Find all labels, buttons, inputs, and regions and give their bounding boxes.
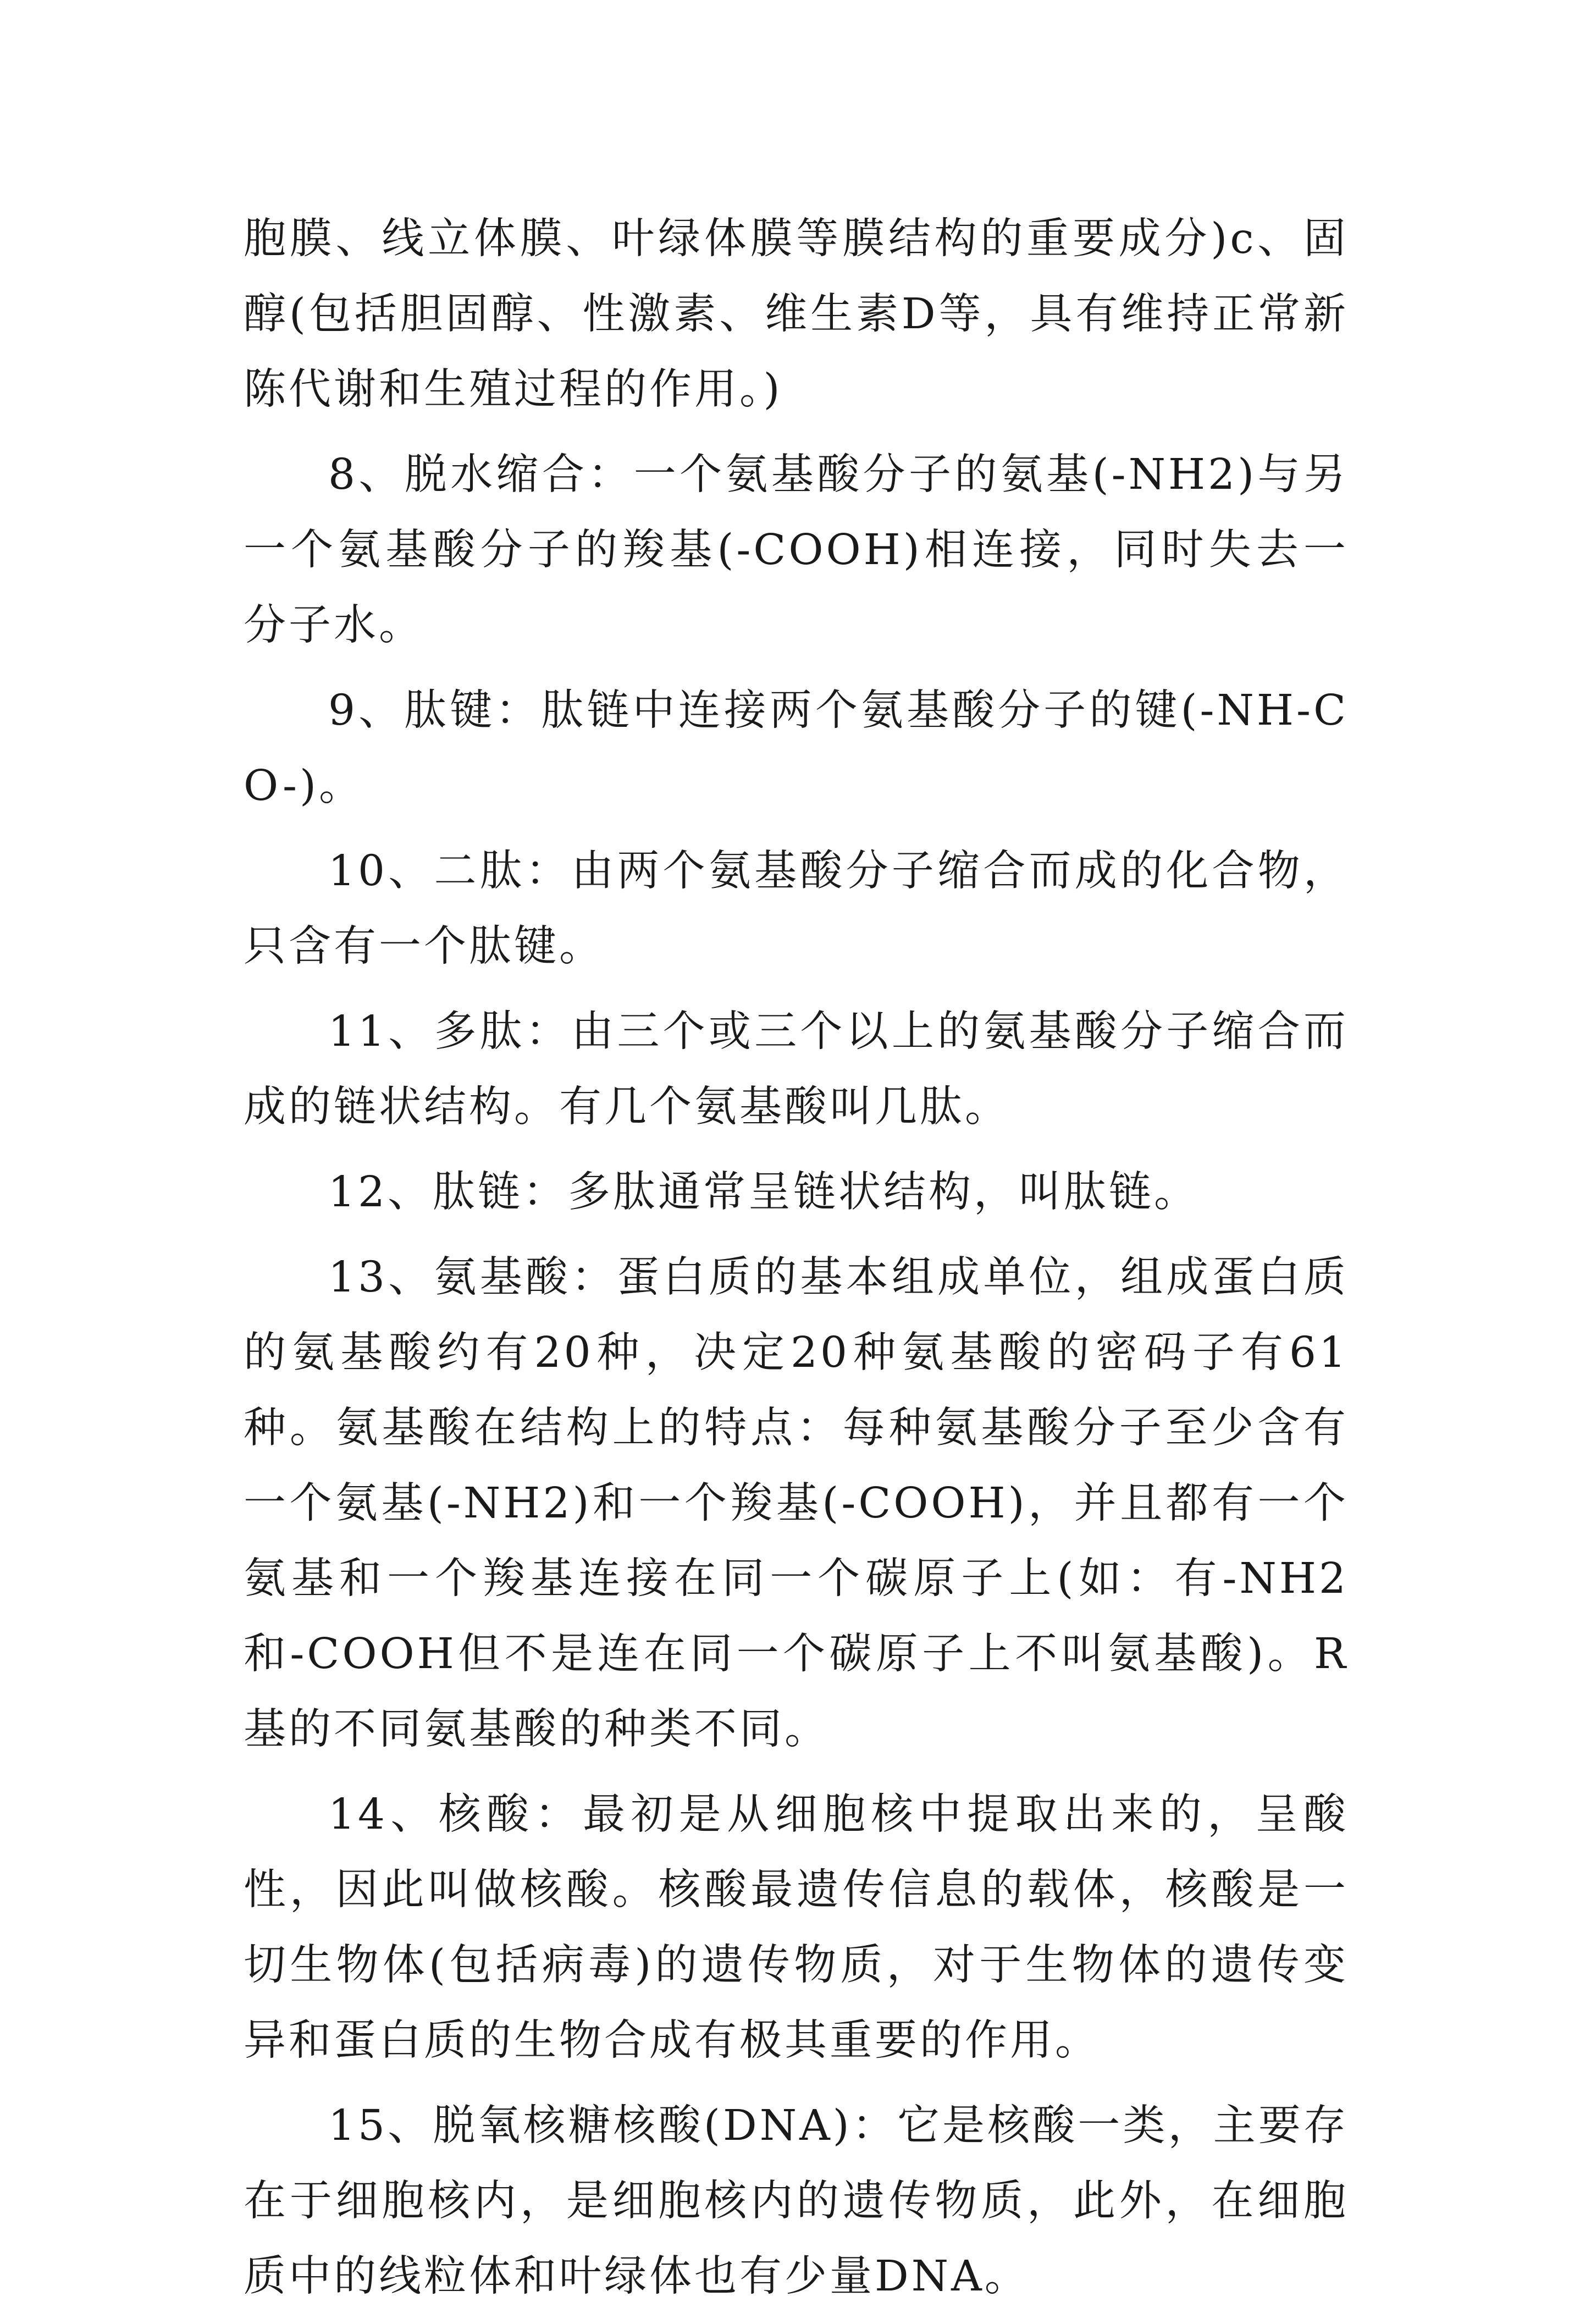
document-body bbox=[244, 201, 1349, 2324]
paragraph-dna: 15、脱氧核糖核酸(DNA)：它是核酸一类，主要存在于细胞核内，是细胞核内的遗传物质，此外，在细胞质中的线粒体和叶绿体也有少量DNA。 bbox=[244, 2101, 1349, 2301]
paragraph-continuation: 胞膜、线立体膜、叶绿体膜等膜结构的重要成分)c、固醇(包括胆固醇、性激素、维生素D等，具有维持正常新陈代谢和生殖过程的作用。) bbox=[244, 214, 1349, 414]
paragraph-nucleic-acid: 14、核酸：最初是从细胞核中提取出来的，呈酸性，因此叫做核酸。核酸最遗传信息的载体，核酸是一切生物体(包括病毒)的遗传物质，对于生物体的遗传变异和蛋白质的生物合成有极其重要的作用。 bbox=[244, 1790, 1349, 2065]
paragraph-amino-acid: 13、氨基酸：蛋白质的基本组成单位，组成蛋白质的氨基酸约有20种，决定20种氨基酸的密码子有61种。氨基酸在结构上的特点：每种氨基酸分子至少含有一个氨基(-NH2)和一个羧基(-COOH)，并且都有一个氨基和一个羧基连接在同一个碳原子上(如：有-NH2和-COOH但不是连在同一个碳原子上不叫氨基酸)。R基的不同氨基酸的种类不同。 bbox=[244, 1253, 1349, 1754]
paragraph-polypeptide: 11、多肽：由三个或三个以上的氨基酸分子缩合而成的链状结构。有几个氨基酸叫几肽。 bbox=[244, 1007, 1349, 1131]
paragraph-dipeptide: 10、二肽：由两个氨基酸分子缩合而成的化合物，只含有一个肽键。 bbox=[244, 847, 1349, 971]
paragraph-peptide-bond: 9、肽键：肽链中连接两个氨基酸分子的键(-NH-CO-)。 bbox=[244, 686, 1349, 810]
paragraph-dehydration-condensation: 8、脱水缩合：一个氨基酸分子的氨基(-NH2)与另一个氨基酸分子的羧基(-COOH)相连接，同时失去一分子水。 bbox=[244, 450, 1349, 650]
paragraph-peptide-chain: 12、肽链：多肽通常呈链状结构，叫肽链。 bbox=[328, 1168, 1199, 1217]
